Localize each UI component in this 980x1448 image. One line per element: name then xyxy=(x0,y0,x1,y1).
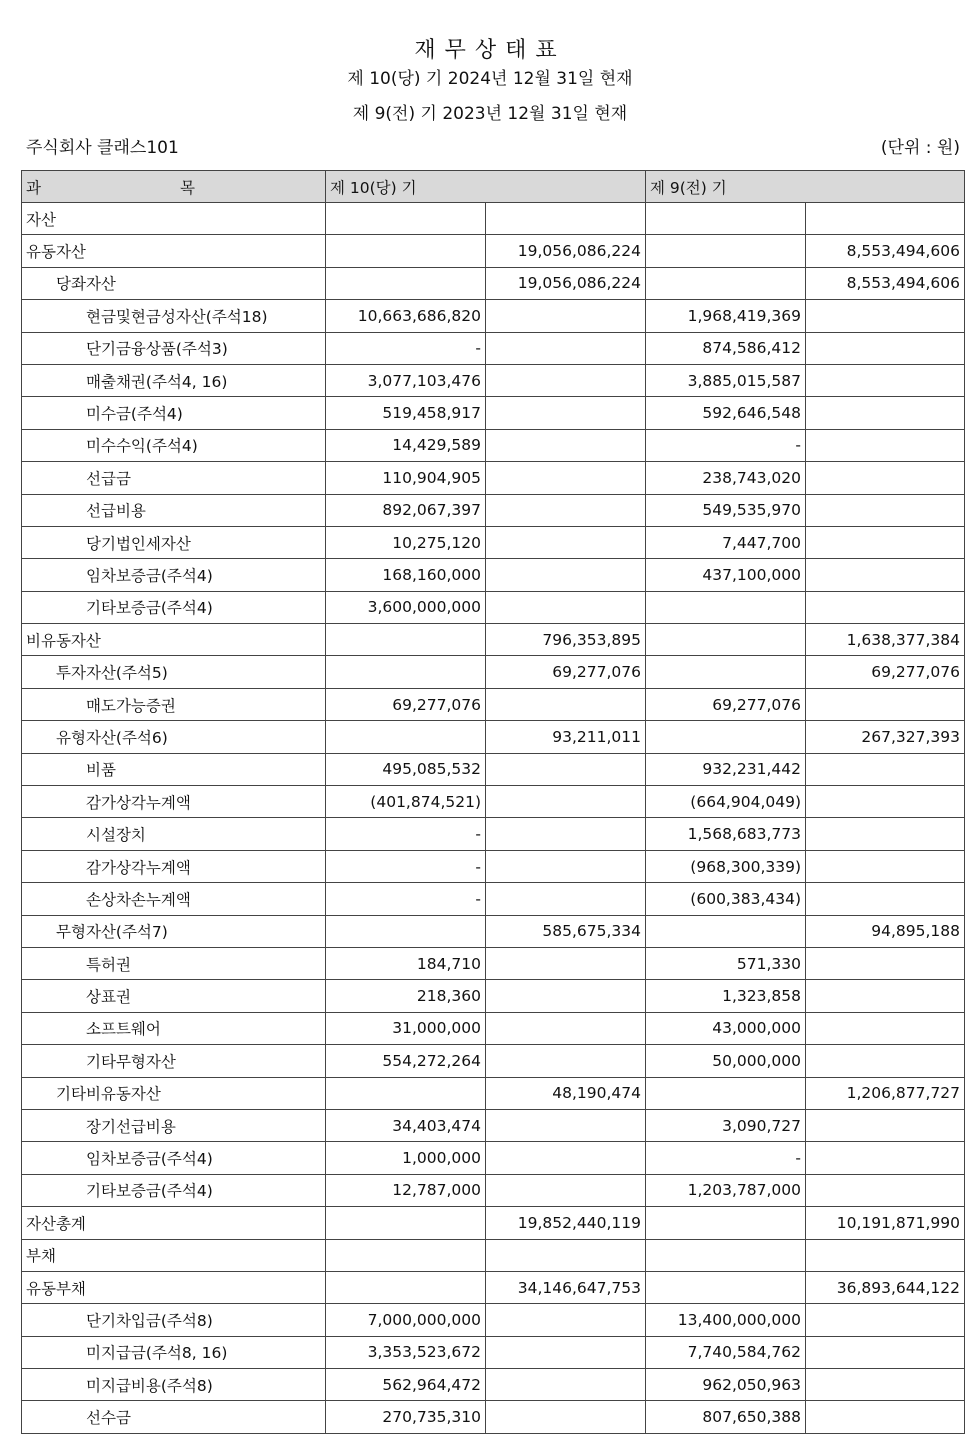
header-item xyxy=(22,171,326,203)
prior-total-cell xyxy=(806,559,965,591)
row-label: 부채 xyxy=(22,1239,326,1271)
current-detail-cell xyxy=(326,1077,486,1109)
prior-detail-cell: 874,586,412 xyxy=(646,332,806,364)
current-total-cell: 585,675,334 xyxy=(486,915,646,947)
current-total-cell xyxy=(486,526,646,558)
table-row xyxy=(22,624,965,656)
table-row xyxy=(22,1174,965,1206)
current-total-cell xyxy=(486,1174,646,1206)
prior-detail-cell: 807,650,388 xyxy=(646,1401,806,1433)
prior-total-cell xyxy=(806,1239,965,1271)
table-row xyxy=(22,1207,965,1239)
prior-detail-cell: - xyxy=(646,429,806,461)
header-prior: 제 9(전) 기 xyxy=(646,171,965,203)
row-label: 임차보증금(주석4) xyxy=(22,559,326,591)
current-detail-cell: 495,085,532 xyxy=(326,753,486,785)
current-detail-cell: 31,000,000 xyxy=(326,1012,486,1044)
prior-total-cell xyxy=(806,1304,965,1336)
current-total-cell: 69,277,076 xyxy=(486,656,646,688)
current-detail-cell: 218,360 xyxy=(326,980,486,1012)
row-label: 당기법인세자산 xyxy=(22,526,326,558)
table-row xyxy=(22,1336,965,1368)
table-row xyxy=(22,721,965,753)
current-detail-cell: 3,077,103,476 xyxy=(326,364,486,396)
current-total-cell xyxy=(486,559,646,591)
current-detail-cell: (401,874,521) xyxy=(326,786,486,818)
prior-total-cell xyxy=(806,300,965,332)
current-total-cell xyxy=(486,429,646,461)
table-row xyxy=(22,591,965,623)
prior-detail-cell xyxy=(646,1239,806,1271)
current-total-cell xyxy=(486,818,646,850)
table-row xyxy=(22,753,965,785)
row-label: 유동부채 xyxy=(22,1271,326,1303)
current-total-cell xyxy=(486,332,646,364)
current-detail-cell: 892,067,397 xyxy=(326,494,486,526)
row-label: 기타보증금(주석4) xyxy=(22,591,326,623)
row-label: 소프트웨어 xyxy=(22,1012,326,1044)
row-label: 매출채권(주석4, 16) xyxy=(22,364,326,396)
current-total-cell xyxy=(486,1109,646,1141)
prior-total-cell xyxy=(806,688,965,720)
current-total-cell: 93,211,011 xyxy=(486,721,646,753)
prior-detail-cell xyxy=(646,267,806,299)
prior-detail-cell xyxy=(646,624,806,656)
prior-total-cell xyxy=(806,850,965,882)
prior-total-cell xyxy=(806,203,965,235)
current-total-cell xyxy=(486,1239,646,1271)
current-detail-cell xyxy=(326,203,486,235)
row-label: 매도가능증권 xyxy=(22,688,326,720)
row-label: 비유동자산 xyxy=(22,624,326,656)
current-total-cell xyxy=(486,1369,646,1401)
current-detail-cell: 1,000,000 xyxy=(326,1142,486,1174)
current-detail-cell xyxy=(326,1271,486,1303)
row-label: 단기차입금(주석8) xyxy=(22,1304,326,1336)
prior-total-cell xyxy=(806,429,965,461)
current-total-cell: 34,146,647,753 xyxy=(486,1271,646,1303)
current-detail-cell: - xyxy=(326,850,486,882)
current-total-cell xyxy=(486,1336,646,1368)
prior-total-cell xyxy=(806,1369,965,1401)
table-row xyxy=(22,915,965,947)
current-total-cell xyxy=(486,203,646,235)
prior-total-cell xyxy=(806,1109,965,1141)
header-current: 제 10(당) 기 xyxy=(326,171,646,203)
prior-total-cell xyxy=(806,753,965,785)
prior-detail-cell xyxy=(646,235,806,267)
prior-detail-cell: 549,535,970 xyxy=(646,494,806,526)
table-row xyxy=(22,1045,965,1077)
prior-detail-cell: 3,885,015,587 xyxy=(646,364,806,396)
row-label: 유형자산(주석6) xyxy=(22,721,326,753)
row-label: 시설장치 xyxy=(22,818,326,850)
current-total-cell xyxy=(486,1401,646,1433)
table-row xyxy=(22,1271,965,1303)
prior-total-cell xyxy=(806,786,965,818)
table-header-row xyxy=(22,171,965,203)
row-label: 선급금 xyxy=(22,462,326,494)
balance-sheet-table xyxy=(21,170,965,1434)
header-item-a: 과 xyxy=(26,178,41,197)
current-total-cell xyxy=(486,397,646,429)
prior-total-cell xyxy=(806,1045,965,1077)
current-total-cell xyxy=(486,883,646,915)
row-label: 감가상각누계액 xyxy=(22,850,326,882)
table-row xyxy=(22,1077,965,1109)
current-total-cell: 19,056,086,224 xyxy=(486,235,646,267)
prior-detail-cell: (968,300,339) xyxy=(646,850,806,882)
prior-total-cell xyxy=(806,397,965,429)
table-row xyxy=(22,656,965,688)
current-detail-cell xyxy=(326,721,486,753)
current-total-cell xyxy=(486,364,646,396)
current-detail-cell: - xyxy=(326,883,486,915)
prior-detail-cell: 962,050,963 xyxy=(646,1369,806,1401)
table-row xyxy=(22,526,965,558)
table-row xyxy=(22,235,965,267)
prior-detail-cell: 43,000,000 xyxy=(646,1012,806,1044)
prior-detail-cell xyxy=(646,1207,806,1239)
table-row xyxy=(22,688,965,720)
current-detail-cell xyxy=(326,656,486,688)
current-total-cell: 19,056,086,224 xyxy=(486,267,646,299)
prior-total-cell xyxy=(806,1174,965,1206)
current-total-cell: 48,190,474 xyxy=(486,1077,646,1109)
table-row xyxy=(22,429,965,461)
prior-total-cell xyxy=(806,332,965,364)
current-detail-cell: 110,904,905 xyxy=(326,462,486,494)
current-detail-cell xyxy=(326,235,486,267)
current-detail-cell xyxy=(326,267,486,299)
prior-total-cell xyxy=(806,1012,965,1044)
statement-title: 재무상태표 xyxy=(414,38,566,63)
prior-detail-cell xyxy=(646,1077,806,1109)
current-detail-cell: 3,353,523,672 xyxy=(326,1336,486,1368)
current-detail-cell: 69,277,076 xyxy=(326,688,486,720)
row-label: 현금및현금성자산(주석18) xyxy=(22,300,326,332)
prior-total-cell xyxy=(806,818,965,850)
current-total-cell xyxy=(486,1045,646,1077)
table-row xyxy=(22,1239,965,1271)
prior-total-cell xyxy=(806,980,965,1012)
row-label: 상표권 xyxy=(22,980,326,1012)
current-detail-cell: 12,787,000 xyxy=(326,1174,486,1206)
prior-detail-cell: 7,447,700 xyxy=(646,526,806,558)
current-total-cell xyxy=(486,1012,646,1044)
prior-total-cell xyxy=(806,1336,965,1368)
table-row xyxy=(22,332,965,364)
prior-detail-cell: 13,400,000,000 xyxy=(646,1304,806,1336)
table-row xyxy=(22,203,965,235)
prior-total-cell xyxy=(806,883,965,915)
row-label: 선수금 xyxy=(22,1401,326,1433)
current-total-cell xyxy=(486,980,646,1012)
prior-detail-cell xyxy=(646,721,806,753)
current-total-cell xyxy=(486,591,646,623)
row-label: 기타비유동자산 xyxy=(22,1077,326,1109)
prior-total-cell xyxy=(806,1401,965,1433)
unit-label: (단위 : 원) xyxy=(880,138,960,158)
header-item-b: 목 xyxy=(180,178,195,197)
current-detail-cell: 10,663,686,820 xyxy=(326,300,486,332)
prior-total-cell: 36,893,644,122 xyxy=(806,1271,965,1303)
prior-detail-cell: 1,203,787,000 xyxy=(646,1174,806,1206)
current-detail-cell: 168,160,000 xyxy=(326,559,486,591)
prior-total-cell: 10,191,871,990 xyxy=(806,1207,965,1239)
row-label: 기타무형자산 xyxy=(22,1045,326,1077)
table-row xyxy=(22,947,965,979)
prior-detail-cell xyxy=(646,915,806,947)
prior-detail-cell: 437,100,000 xyxy=(646,559,806,591)
table-row xyxy=(22,883,965,915)
current-total-cell: 796,353,895 xyxy=(486,624,646,656)
row-label: 당좌자산 xyxy=(22,267,326,299)
table-row xyxy=(22,786,965,818)
current-detail-cell xyxy=(326,1207,486,1239)
current-total-cell xyxy=(486,1142,646,1174)
prior-detail-cell xyxy=(646,203,806,235)
row-label: 미수금(주석4) xyxy=(22,397,326,429)
current-detail-cell: 7,000,000,000 xyxy=(326,1304,486,1336)
prior-detail-cell xyxy=(646,591,806,623)
prior-detail-cell: 7,740,584,762 xyxy=(646,1336,806,1368)
prior-total-cell: 69,277,076 xyxy=(806,656,965,688)
current-detail-cell xyxy=(326,915,486,947)
table-row xyxy=(22,267,965,299)
prior-total-cell: 94,895,188 xyxy=(806,915,965,947)
prior-detail-cell: (600,383,434) xyxy=(646,883,806,915)
table-row xyxy=(22,980,965,1012)
prior-detail-cell: 592,646,548 xyxy=(646,397,806,429)
row-label: 투자자산(주석5) xyxy=(22,656,326,688)
prior-detail-cell: 238,743,020 xyxy=(646,462,806,494)
prior-detail-cell: 1,568,683,773 xyxy=(646,818,806,850)
table-row xyxy=(22,1012,965,1044)
current-detail-cell: - xyxy=(326,818,486,850)
row-label: 감가상각누계액 xyxy=(22,786,326,818)
table-row xyxy=(22,364,965,396)
prior-detail-cell: 50,000,000 xyxy=(646,1045,806,1077)
row-label: 기타보증금(주석4) xyxy=(22,1174,326,1206)
table-row xyxy=(22,818,965,850)
prior-total-cell: 267,327,393 xyxy=(806,721,965,753)
current-detail-cell: 34,403,474 xyxy=(326,1109,486,1141)
current-total-cell: 19,852,440,119 xyxy=(486,1207,646,1239)
current-total-cell xyxy=(486,688,646,720)
company-name: 주식회사 클래스101 xyxy=(26,138,179,158)
prior-total-cell xyxy=(806,494,965,526)
current-detail-cell xyxy=(326,1239,486,1271)
table-row xyxy=(22,1304,965,1336)
row-label: 단기금융상품(주석3) xyxy=(22,332,326,364)
row-label: 임차보증금(주석4) xyxy=(22,1142,326,1174)
current-detail-cell xyxy=(326,624,486,656)
current-total-cell xyxy=(486,300,646,332)
row-label: 무형자산(주석7) xyxy=(22,915,326,947)
prior-detail-cell: 1,323,858 xyxy=(646,980,806,1012)
prior-detail-cell: 571,330 xyxy=(646,947,806,979)
current-total-cell xyxy=(486,850,646,882)
prior-total-cell xyxy=(806,947,965,979)
table-row xyxy=(22,1369,965,1401)
current-total-cell xyxy=(486,462,646,494)
row-label: 미지급금(주석8, 16) xyxy=(22,1336,326,1368)
prior-total-cell xyxy=(806,364,965,396)
current-detail-cell: 14,429,589 xyxy=(326,429,486,461)
table-row xyxy=(22,1142,965,1174)
prior-detail-cell: 932,231,442 xyxy=(646,753,806,785)
prior-total-cell: 8,553,494,606 xyxy=(806,235,965,267)
prior-total-cell xyxy=(806,526,965,558)
row-label: 특허권 xyxy=(22,947,326,979)
prior-period: 제 9(전) 기 2023년 12월 31일 현재 xyxy=(352,104,628,124)
current-total-cell xyxy=(486,786,646,818)
current-detail-cell: 562,964,472 xyxy=(326,1369,486,1401)
current-total-cell xyxy=(486,494,646,526)
current-total-cell xyxy=(486,1304,646,1336)
prior-detail-cell xyxy=(646,656,806,688)
table-row xyxy=(22,300,965,332)
current-detail-cell: 10,275,120 xyxy=(326,526,486,558)
table-row xyxy=(22,462,965,494)
current-detail-cell: 519,458,917 xyxy=(326,397,486,429)
prior-detail-cell: (664,904,049) xyxy=(646,786,806,818)
row-label: 유동자산 xyxy=(22,235,326,267)
table-row xyxy=(22,850,965,882)
current-period: 제 10(당) 기 2024년 12월 31일 현재 xyxy=(347,69,633,89)
row-label: 비품 xyxy=(22,753,326,785)
current-detail-cell: 3,600,000,000 xyxy=(326,591,486,623)
prior-total-cell: 1,206,877,727 xyxy=(806,1077,965,1109)
current-detail-cell: - xyxy=(326,332,486,364)
current-total-cell xyxy=(486,947,646,979)
table-row xyxy=(22,559,965,591)
prior-total-cell: 1,638,377,384 xyxy=(806,624,965,656)
prior-total-cell xyxy=(806,591,965,623)
row-label: 미지급비용(주석8) xyxy=(22,1369,326,1401)
table-row xyxy=(22,494,965,526)
row-label: 선급비용 xyxy=(22,494,326,526)
row-label: 장기선급비용 xyxy=(22,1109,326,1141)
table-row xyxy=(22,1401,965,1433)
current-detail-cell: 270,735,310 xyxy=(326,1401,486,1433)
prior-detail-cell: 69,277,076 xyxy=(646,688,806,720)
prior-detail-cell: 3,090,727 xyxy=(646,1109,806,1141)
prior-total-cell xyxy=(806,1142,965,1174)
current-detail-cell: 554,272,264 xyxy=(326,1045,486,1077)
table-row xyxy=(22,1109,965,1141)
current-total-cell xyxy=(486,753,646,785)
row-label: 자산총계 xyxy=(22,1207,326,1239)
row-label: 손상차손누계액 xyxy=(22,883,326,915)
row-label: 자산 xyxy=(22,203,326,235)
prior-total-cell: 8,553,494,606 xyxy=(806,267,965,299)
prior-total-cell xyxy=(806,462,965,494)
table-row xyxy=(22,397,965,429)
row-label: 미수수익(주석4) xyxy=(22,429,326,461)
prior-detail-cell xyxy=(646,1271,806,1303)
prior-detail-cell: - xyxy=(646,1142,806,1174)
prior-detail-cell: 1,968,419,369 xyxy=(646,300,806,332)
current-detail-cell: 184,710 xyxy=(326,947,486,979)
